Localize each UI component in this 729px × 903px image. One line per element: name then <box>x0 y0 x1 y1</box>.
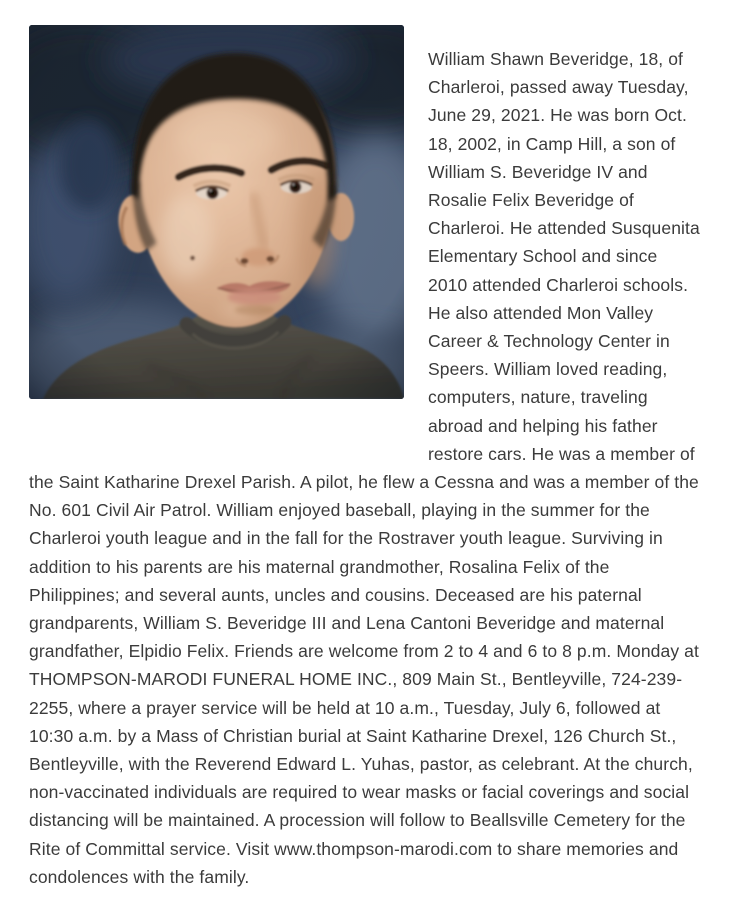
portrait-photo <box>29 25 404 399</box>
portrait-illustration <box>29 25 404 399</box>
photo-vignette <box>29 25 404 399</box>
obituary-text: William Shawn Beveridge, 18, of Charleroi, passed away Tuesday, June 29, 2021. He was born Oct. 18, 2002, in Camp Hill, a son of William S. Beveridge IV and Rosalie Felix Beveridge of Charleroi. He attended Susquenita Elementary School and since 2010 attended Charleroi schools. He also attended Mon Valley Career & Technology Center in Speers. William loved reading, computers, nature, traveling abroad and helping his father restore cars. He was a member of the Saint Katharine Drexel Parish. A pilot, he flew a Cessna and was a member of the No. 601 Civil Air Patrol. William enjoyed baseball, playing in the summer for the Charleroi youth league and in the fall for the Rostraver youth league. Surviving in addition to his parents are his maternal grandmother, Rosalina Felix of the Philippines; and several aunts, uncles and cousins. Deceased are his paternal grandparents, William S. Beveridge III and Lena Cantoni Beveridge and maternal grandfather, Elpidio Felix. Friends are welcome from 2 to 4 and 6 to 8 p.m. Monday at THOMPSON-MARODI FUNERAL HOME INC., 809 Main St., Bentleyville, 724-239-2255, where a prayer service will be held at 10 a.m., Tuesday, July 6, followed at 10:30 a.m. by a Mass of Christian burial at Saint Katharine Drexel, 126 Church St., Bentleyville, with the Reverend Edward L. Yuhas, pastor, as celebrant. At the church, non-vaccinated individuals are required to wear masks or facial coverings and social distancing will be maintained. A procession will follow to Beallsville Cemetery for the Rite of Committal service. Visit www.thompson-marodi.com to share memories and condolences with the family. <box>29 49 700 887</box>
